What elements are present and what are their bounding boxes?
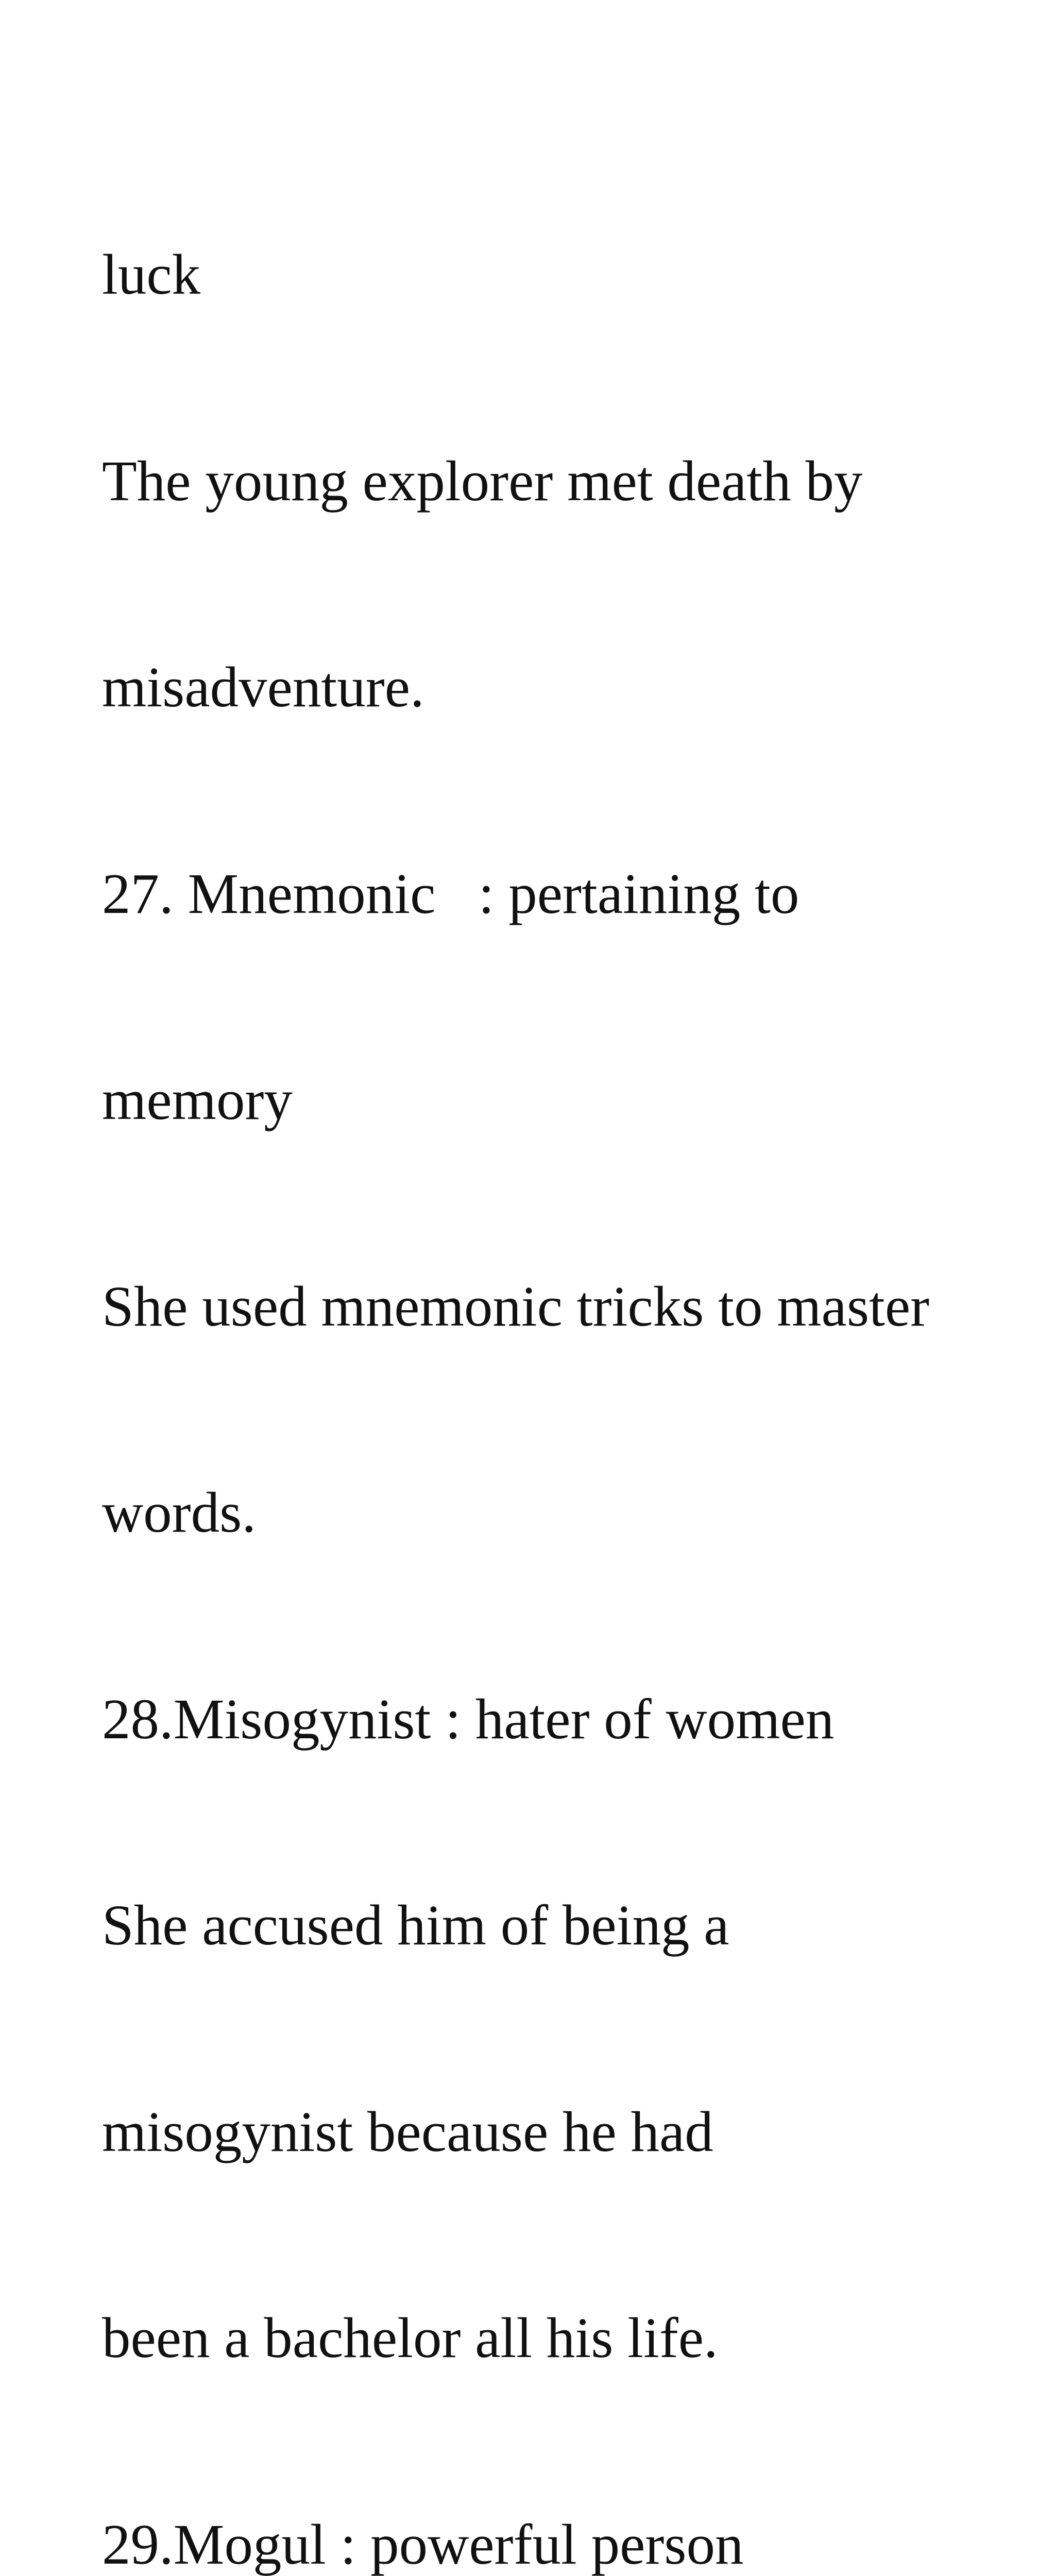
document-text (102, 103, 1029, 2576)
text-line: been a bachelor all his life. (102, 2304, 1029, 2373)
text-line: She accused him of being a (102, 1891, 1029, 1960)
entry-heading-29: 29.Mogul : powerful person (102, 2511, 1029, 2576)
entry-heading-27: 27. Mnemonic : pertaining to (102, 860, 1029, 929)
text-line: luck (102, 241, 1029, 310)
text-line: memory (102, 1066, 1029, 1135)
text-line: misogynist because he had (102, 2098, 1029, 2167)
entry-heading-28: 28.Misogynist : hater of women (102, 1685, 1029, 1754)
text-line: The young explorer met death by (102, 447, 1029, 516)
text-line: misadventure. (102, 653, 1029, 722)
text-line: She used mnemonic tricks to master (102, 1273, 1029, 1342)
text-line: words. (102, 1479, 1029, 1548)
